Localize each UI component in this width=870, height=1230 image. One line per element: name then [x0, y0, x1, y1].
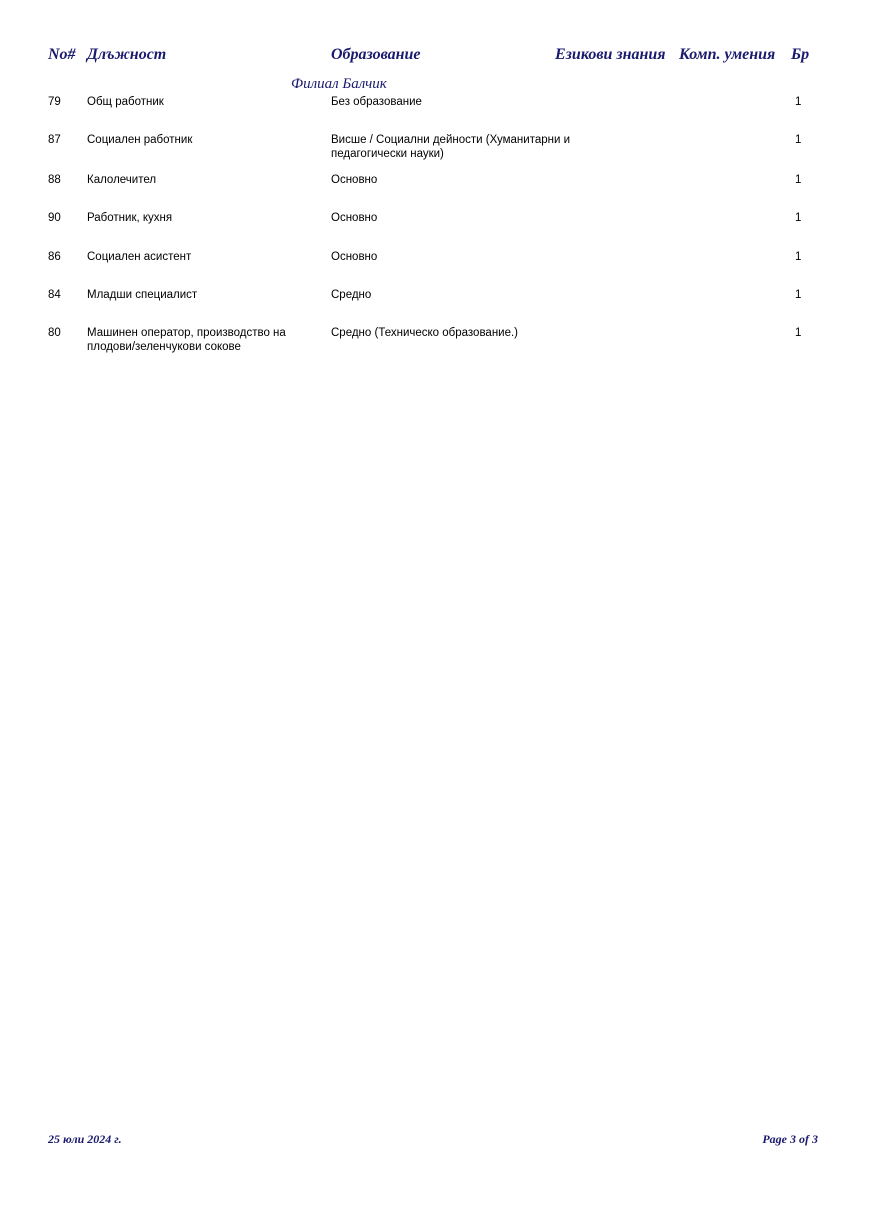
header-count: Бр: [791, 46, 810, 63]
header-no: No#: [48, 46, 76, 63]
row-count: 1: [795, 212, 802, 224]
row-education: Без образование: [331, 96, 422, 108]
section-title: Филиал Балчик: [291, 76, 387, 92]
row-education: Основно: [331, 251, 378, 263]
header-position: Длъжност: [87, 46, 167, 63]
row-count: 1: [795, 289, 802, 301]
row-no: 84: [48, 289, 61, 301]
row-no: 90: [48, 212, 61, 224]
row-education: Основно: [331, 212, 378, 224]
row-no: 87: [48, 134, 61, 146]
row-position: Машинен оператор, производство на плодови/зеленчукови сокове: [87, 327, 286, 353]
row-position: Младши специалист: [87, 289, 198, 301]
row-no: 80: [48, 327, 61, 339]
row-count: 1: [795, 174, 802, 186]
row-count: 1: [795, 96, 802, 108]
row-no: 88: [48, 174, 61, 186]
header-computer-skills: Комп. умения: [679, 46, 776, 63]
header-education: Образование: [331, 46, 421, 63]
row-education: Висше / Социални дейности (Хуманитарни и педагогически науки): [331, 134, 571, 160]
footer-date: 25 юли 2024 г.: [48, 1132, 122, 1146]
row-position: Социален асистент: [87, 251, 192, 263]
row-count: 1: [795, 251, 802, 263]
footer-page-number: Page 3 of 3: [762, 1132, 818, 1146]
row-position: Работник, кухня: [87, 212, 173, 224]
row-count: 1: [795, 327, 802, 339]
row-position: Калолечител: [87, 174, 157, 186]
header-languages: Езикови знания: [555, 46, 666, 63]
row-no: 79: [48, 96, 61, 108]
row-no: 86: [48, 251, 61, 263]
row-count: 1: [795, 134, 802, 146]
row-education: Основно: [331, 174, 378, 186]
row-position: Общ работник: [87, 96, 164, 108]
row-education: Средно: [331, 289, 372, 301]
row-position: Социален работник: [87, 134, 193, 146]
row-education: Средно (Техническо образование.): [331, 327, 519, 339]
